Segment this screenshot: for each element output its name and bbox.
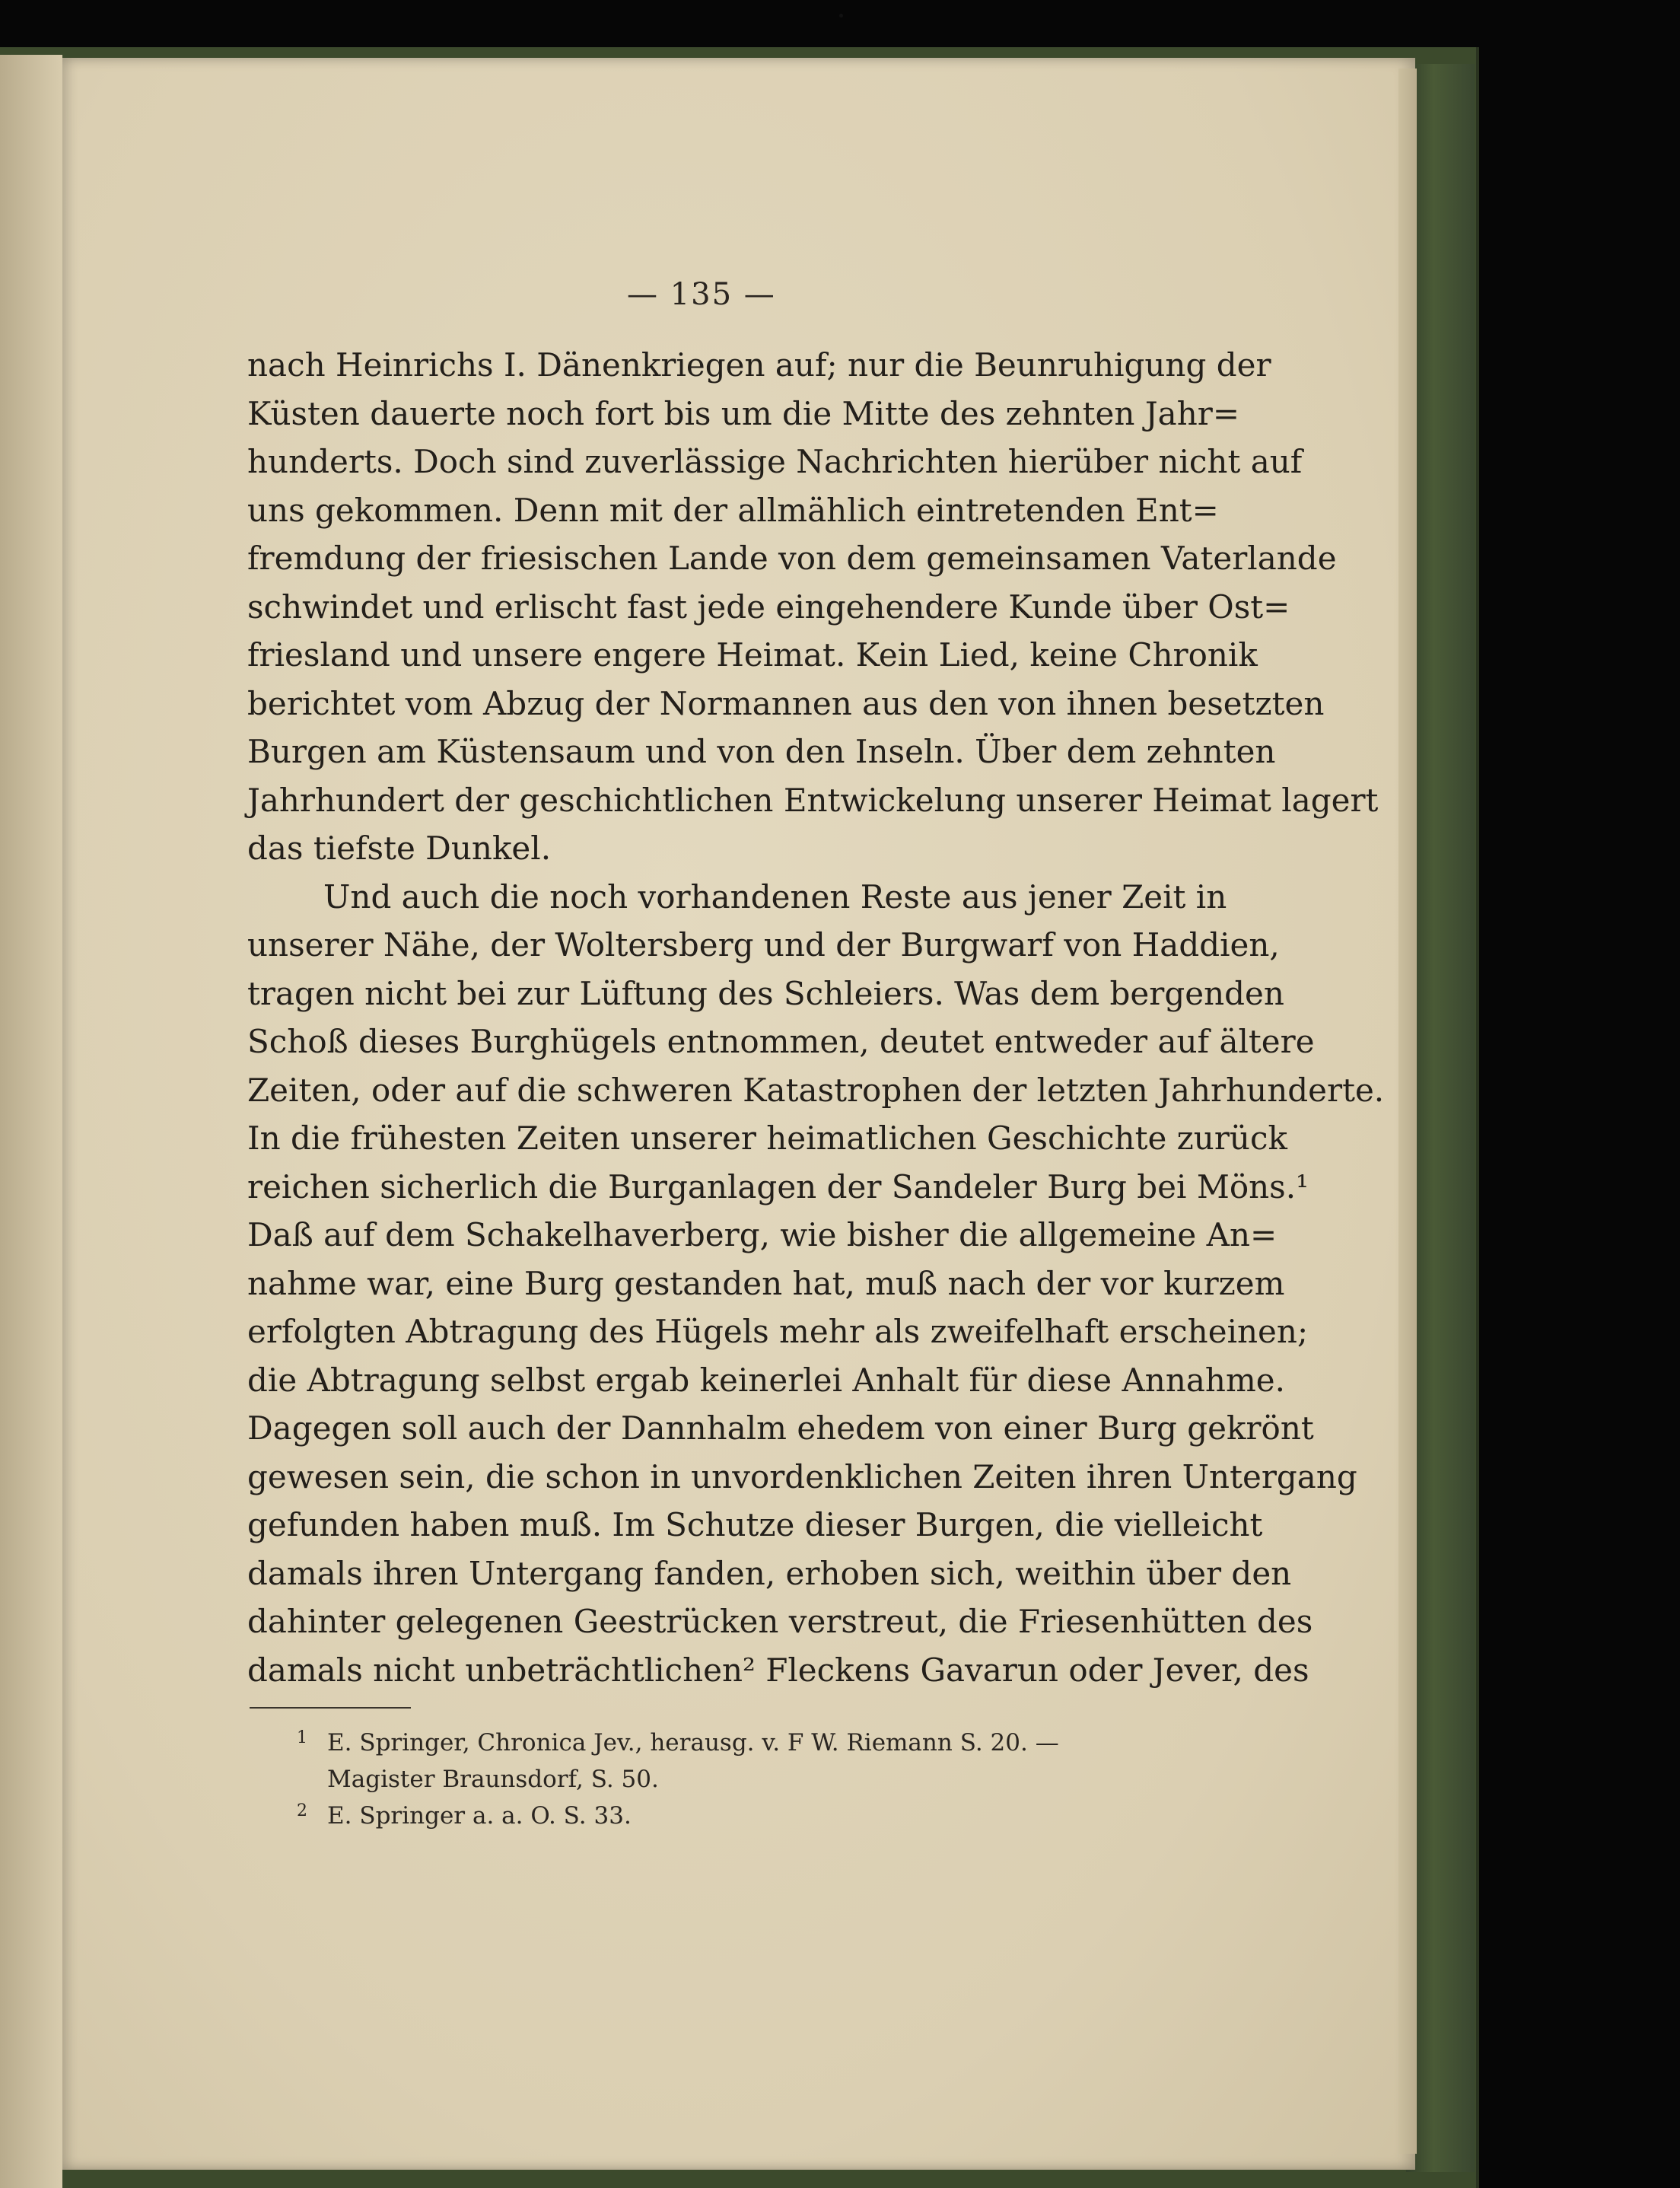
text-line: gefunden haben muß. Im Schutze dieser Burgen, die vielleicht xyxy=(247,1506,1263,1543)
body-text xyxy=(247,341,1385,1694)
footnote-text: Magister Braunsdorf, S. 50. xyxy=(327,1766,659,1793)
text-line: unserer Nähe, der Woltersberg und der Burgwarf von Haddien, xyxy=(247,926,1280,963)
text-line: Küsten dauerte noch fort bis um die Mitte des zehnten Jahr= xyxy=(247,394,1240,432)
footnote-1-continuation xyxy=(327,1761,1157,1798)
text-line: friesland und unsere engere Heimat. Kein Lied, keine Chronik xyxy=(247,636,1258,674)
text-line: schwindet und erlischt fast jede eingehendere Kunde über Ost= xyxy=(247,588,1290,626)
footnote-1 xyxy=(297,1725,1157,1761)
text-line: reichen sicherlich die Burganlagen der Sandeler Burg bei Möns.¹ xyxy=(247,1167,1309,1205)
text-line: Daß auf dem Schakelhaverberg, wie bisher die allgemeine An= xyxy=(247,1216,1278,1253)
text-line: damals ihren Untergang fanden, erhoben sich, weithin über den xyxy=(247,1554,1292,1592)
footnote-divider xyxy=(250,1707,411,1709)
footnote-marker: 1 xyxy=(297,1728,307,1747)
text-line: das tiefste Dunkel. xyxy=(247,830,552,867)
text-line: tragen nicht bei zur Lüftung des Schleiers. Was dem bergenden xyxy=(247,974,1284,1012)
text-line: Und auch die noch vorhandenen Reste aus jener Zeit in xyxy=(323,877,1227,916)
text-line: dahinter gelegenen Geestrücken verstreut, die Friesenhütten des xyxy=(247,1603,1313,1640)
text-line: Zeiten, oder auf die schweren Katastrophen der letzten Jahrhunderte. xyxy=(247,1071,1385,1109)
footnote-text: E. Springer, Chronica Jev., herausg. v. F W. Riemann S. 20. — xyxy=(327,1729,1059,1756)
page-stack-edge xyxy=(1398,68,1417,2154)
text-line: gewesen sein, die schon in unvordenklichen Zeiten ihren Untergang xyxy=(247,1457,1357,1495)
page-number: — 135 — xyxy=(627,277,776,312)
footnote-2 xyxy=(297,1798,1157,1834)
dust-speck xyxy=(839,14,843,18)
text-line: die Abtragung selbst ergab keinerlei Anhalt für diese Annahme. xyxy=(247,1361,1285,1399)
text-line: Dagegen soll auch der Dannhalm ehedem von einer Burg gekrönt xyxy=(247,1409,1314,1447)
footnote-marker: 2 xyxy=(297,1801,307,1820)
text-line: Schoß dieses Burghügels entnommen, deutet entweder auf ältere xyxy=(247,1023,1315,1060)
text-line: nahme war, eine Burg gestanden hat, muß nach der vor kurzem xyxy=(247,1264,1285,1302)
text-line: In die frühesten Zeiten unserer heimatlichen Geschichte zurück xyxy=(247,1119,1287,1157)
footnotes xyxy=(297,1725,1157,1834)
text-line: erfolgten Abtragung des Hügels mehr als zweifelhaft erscheinen; xyxy=(247,1313,1309,1350)
text-line: fremdung der friesischen Lande von dem gemeinsamen Vaterlande xyxy=(247,540,1337,577)
text-line: nach Heinrichs I. Dänenkriegen auf; nur die Beunruhigung der xyxy=(247,346,1271,384)
text-line: damals nicht unbeträchtlichen² Fleckens Gavarun oder Jever, des xyxy=(247,1651,1309,1689)
text-line: Burgen am Küstensaum und von den Inseln. Über dem zehnten xyxy=(247,733,1276,770)
text-line: hunderts. Doch sind zuverlässige Nachrichten hierüber nicht auf xyxy=(247,443,1303,480)
footnote-text: E. Springer a. a. O. S. 33. xyxy=(327,1802,632,1830)
text-line: Jahrhundert der geschichtlichen Entwickelung unserer Heimat lagert xyxy=(247,781,1379,819)
facing-page-edge xyxy=(0,55,62,2188)
text-line: uns gekommen. Denn mit der allmählich eintretenden Ent= xyxy=(247,491,1219,529)
text-line: berichtet vom Abzug der Normannen aus den von ihnen besetzten xyxy=(247,684,1325,722)
